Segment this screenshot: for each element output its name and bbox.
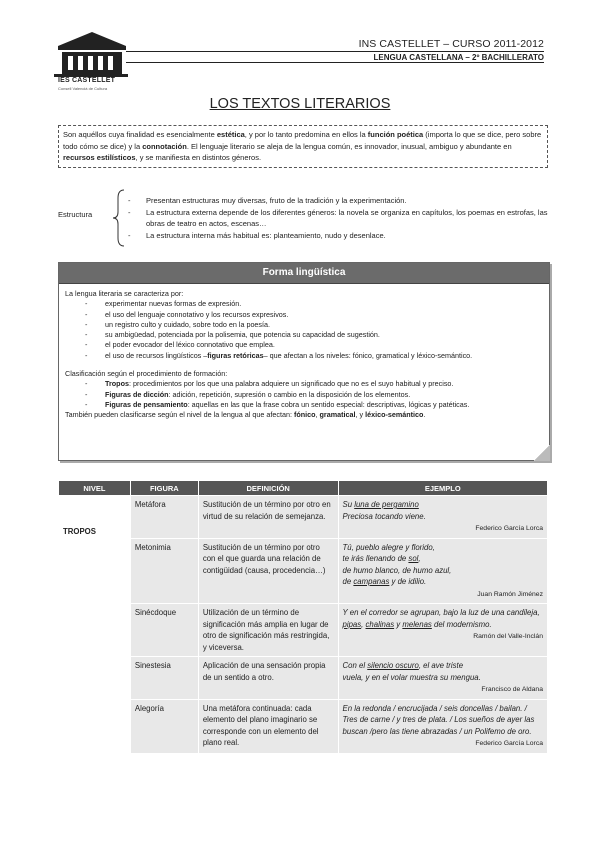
ejemplo-cell: Tú, pueblo alegre y florido, te irás llenando de sol, de humo blanco, de humo azul, de campanas y de idilio. Juan Ramón Jiménez [338,538,547,604]
logo-subtitle: Consell Valencià de Cultura [58,86,108,91]
table-row [59,699,548,753]
list-item: - Figuras de pensamiento: aquellas en las que la frase cobra un sentido especial: descriptivas, lógicas y patéticas. [105,400,543,410]
header-divider [126,51,544,52]
table-row [59,496,548,539]
figura-cell: Sinestesia [130,657,198,700]
list-item: - el poder evocador del léxico connotativo que emplea. [105,340,543,350]
figura-cell: Alegoría [130,699,198,753]
list-item: - el uso de recursos lingüísticos –figuras retóricas– que afectan a los niveles: fónico, gramatical y léxico-semántico. [105,351,543,361]
table-row [59,604,548,657]
list-item: - un registro culto y cuidado, sobre todo en la poesía. [105,320,543,330]
col-header-figura: FIGURA [130,481,198,496]
forma-intro: La lengua literaria se caracteriza por: [65,289,184,298]
school-course-year: INS CASTELLET – CURSO 2011-2012 [358,38,544,50]
list-item: - La estructura externa depende de los diferentes géneros: la novela se organiza en capítulos, los poemas en estrofas, las obras de teatro en actos, escenas… [128,207,548,229]
course-name: LENGUA CASTELLANA – 2º BACHILLERATO [373,53,544,62]
definicion-cell: Sustitución de un término por otro en virtud de su relación de semejanza. [198,496,338,539]
estructura-label: Estructura [58,210,93,219]
ejemplo-cell: Su luna de pergamino Preciosa tocando viene. Federico García Lorca [338,496,547,539]
header-divider-2 [126,62,544,63]
author: Ramón del Valle-Inclán [473,633,543,640]
page-fold-decoration [534,445,550,461]
table-row [59,538,548,604]
table-header-row [59,481,548,496]
list-item: - Figuras de dicción: adición, repetición, supresión o cambio en la disposición de los elementos. [105,390,543,400]
ejemplo-cell: Y en el corredor se agrupan, bajo la luz de una candileja, pipas, chalinas y melenas del modernismo. Ramón del Valle-Inclán [338,604,547,657]
page-title: LOS TEXTOS LITERARIOS [209,96,391,112]
col-header-nivel: NIVEL [59,481,131,496]
brace-icon [112,188,126,248]
clasificacion-intro: Clasificación según el procedimiento de formación: [65,369,228,379]
figura-cell: Metáfora [130,496,198,539]
author: Federico García Lorca [475,525,543,532]
ejemplo-cell: Con el silencio oscuro, el ave triste vuela, y en el volar muestra su mengua. Francisco de Aldana [338,657,547,700]
list-item: - su ambigüedad, potenciada por la polisemia, que potencia su capacidad de sugestión. [105,330,543,340]
author: Juan Ramón Jiménez [477,590,543,598]
author: Federico García Lorca [475,740,543,747]
list-item: - el uso del lenguaje connotativo y los recursos expresivos. [105,310,543,320]
figures-table [58,480,548,754]
list-item: - experimentar nuevas formas de expresión. [105,299,543,309]
definicion-cell: Aplicación de una sensación propia de un sentido a otro. [198,657,338,700]
building-logo-icon [52,28,130,78]
estructura-list [128,195,548,242]
forma-linguistica-box [58,262,550,461]
list-item: - Tropos: procedimientos por los que una palabra adquiere un significado que no es el suyo habitual y preciso. [105,379,543,389]
definicion-cell: Sustitución de un término por otro con el que guarda una relación de contigüidad (causa, procedencia…) [198,538,338,604]
col-header-definicion: DEFINICIÓN [198,481,338,496]
ejemplo-cell: En la redonda / encrucijada / seis doncellas / bailan. / Tres de carne / y tres de plata. / Los sueños de ayer las buscan /pero las tiene abrazadas / un Polifemo de oro. Federico García Lorca [338,699,547,753]
list-item: - Presentan estructuras muy diversas, fruto de la tradición y la experimentación. [128,195,548,206]
forma-heading: Forma lingüística [59,263,549,284]
figura-cell: Sinécdoque [130,604,198,657]
logo-text: IES CASTELLET [58,77,116,84]
forma-body [59,284,549,426]
table-row [59,657,548,700]
list-item: - La estructura interna más habitual es: planteamiento, nudo y desenlace. [128,230,548,241]
definicion-cell: Una metáfora continuada: cada elemento del plano imaginario se corresponde con un elemento del plano real. [198,699,338,753]
col-header-ejemplo: EJEMPLO [338,481,547,496]
intro-box: Son aquéllos cuya finalidad es esencialmente estética, y por lo tanto predomina en ellos la función poética (importa lo que se dice, pero sobre todo cómo se dice) y la connotación. El lenguaje literario se aleja de la lengua común, es innovador, inusual, ambiguo y abundante en recursos estilísticos, y se manifiesta en distintos géneros. [58,125,548,168]
definicion-cell: Utilización de un término de significación más amplia en lugar de otro de significación más restringida, y viceversa. [198,604,338,657]
forma-list [65,299,543,361]
figura-cell: Metonimia [130,538,198,604]
clasificacion-list [65,379,543,410]
clasificacion-final: También pueden clasificarse según el nivel de la lengua al que afectan: fónico, gramatical, y léxico-semántico. [65,410,426,420]
author: Francisco de Aldana [481,686,543,693]
nivel-cell: TROPOS [59,496,131,754]
